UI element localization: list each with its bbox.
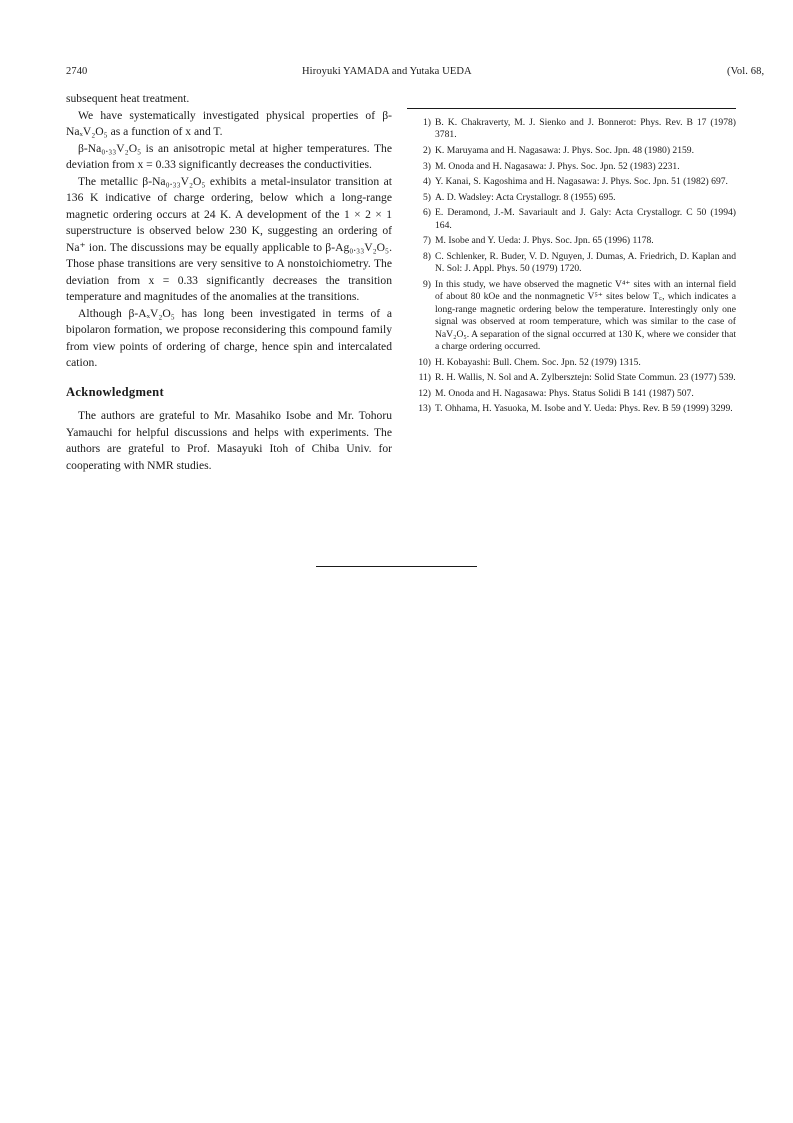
reference-number: 7) (423, 235, 431, 247)
reference-number: 10) (418, 356, 431, 368)
reference-item (407, 279, 736, 353)
reference-item (407, 235, 736, 247)
reference-text: A. D. Wadsley: Acta Crystallogr. 8 (1955) 695. (435, 191, 616, 203)
reference-number: 4) (423, 176, 431, 188)
reference-item (407, 117, 736, 142)
section-heading-acknowledgment: Acknowledgment (66, 384, 164, 399)
reference-number: 2) (423, 145, 431, 156)
reference-number: 11) (418, 372, 431, 384)
acknowledgment-text: The authors are grateful to Mr. Masahiko Isobe and Mr. Tohoru Yamauchi for helpful discussions and helps with experiments. The authors are grateful to Prof. Masayuki Itoh of Chiba Univ. for cooperating with NMR studies. (66, 409, 392, 472)
reference-number: 9) (423, 278, 431, 290)
reference-number: 12) (418, 387, 431, 399)
end-of-article-rule (316, 566, 477, 567)
body-paragraph: The metallic β-Na₀.₃₃V₂O₅ exhibits a metal-insulator transition at 136 K indicative of charge ordering, below which a long-range magnetic ordering occurs at 24 K. A development of the 1 × 2 × 1 superstructure is observed below 230 K, suggesting an ordering of Na⁺ ion. The discussions may be equally applicable to β-Ag₀.₃₃V₂O₅. Those phase transitions are very sensitive to A nonstoichiometry. The deviation from x = 0.33 significantly decreases the transition temperature and magnitudes of the anomalies at the transitions. (66, 174, 392, 303)
reference-item (407, 192, 736, 204)
reference-item (407, 372, 736, 384)
reference-number: 6) (423, 207, 431, 219)
reference-item (407, 388, 736, 400)
reference-text: H. Kobayashi: Bull. Chem. Soc. Jpn. 52 (1979) 1315. (435, 356, 641, 368)
reference-text: T. Ohhama, H. Yasuoka, M. Isobe and Y. Ueda: Phys. Rev. B 59 (1999) 3299. (435, 403, 733, 415)
reference-text: Y. Kanai, S. Kagoshima and H. Nagasawa: J. Phys. Soc. Jpn. 51 (1982) 697. (435, 176, 728, 188)
reference-text: M. Isobe and Y. Ueda: J. Phys. Soc. Jpn. 65 (1996) 1178. (435, 235, 654, 247)
reference-text: In this study, we have observed the magnetic V⁴⁺ sites with an internal field of about 80 kOe and the nonmagnetic V⁵⁺ sites below T꜀, which indicates a long-range magnetic ordering below the temperature. Interestingly only one signal was observed at room temperature, which was similar to the case of NaV₂O₅. A separation of the signal occurred at 130 K, where we consider that a charge ordering occurred. (435, 278, 736, 352)
reference-text: B. K. Chakraverty, M. J. Sienko and J. Bonnerot: Phys. Rev. B 17 (1978) 3781. (435, 117, 736, 141)
reference-item (407, 176, 736, 188)
reference-list (407, 117, 736, 416)
reference-number: 5) (423, 191, 431, 203)
body-paragraph: subsequent heat treatment. (66, 92, 190, 105)
left-column (66, 91, 392, 474)
reference-item (407, 161, 736, 173)
reference-item (407, 403, 736, 415)
reference-text: K. Maruyama and H. Nagasawa: J. Phys. Soc. Jpn. 48 (1980) 2159. (435, 145, 694, 156)
reference-number: 1) (423, 117, 431, 128)
reference-item (407, 207, 736, 232)
body-paragraph: We have systematically investigated physical properties of β-NaₓV₂O₅ as a function of x and T. (66, 108, 392, 138)
reference-text: E. Deramond, J.-M. Savariault and J. Galy: Acta Crystallogr. C 50 (1994) 164. (435, 207, 736, 231)
body-paragraph: Although β-AₓV₂O₅ has long been investigated in terms of a bipolaron formation, we propose reconsidering this compound family from view points of ordering of charge, hence spin and intercalated cation. (66, 306, 392, 369)
reference-number: 3) (423, 160, 431, 172)
running-head-volume: (Vol. 68, (727, 66, 765, 77)
references-column (407, 108, 736, 419)
reference-item (407, 251, 736, 276)
reference-number: 13) (418, 403, 431, 415)
reference-text: M. Onoda and H. Nagasawa: Phys. Status Solidi B 141 (1987) 507. (435, 387, 694, 399)
reference-item (407, 357, 736, 369)
reference-number: 8) (423, 250, 431, 262)
reference-text: C. Schlenker, R. Buder, V. D. Nguyen, J. Dumas, A. Friedrich, D. Kaplan and N. Sol: J. Appl. Phys. 50 (1979) 1720. (435, 250, 736, 275)
reference-item (407, 145, 736, 157)
references-divider (407, 108, 736, 109)
running-head-authors: Hiroyuki YAMADA and Yutaka UEDA (302, 66, 472, 77)
page-number: 2740 (66, 66, 88, 77)
body-paragraph: β-Na₀.₃₃V₂O₅ is an anisotropic metal at higher temperatures. The deviation from x = 0.33 significantly decreases the conductivities. (66, 141, 392, 171)
reference-text: R. H. Wallis, N. Sol and A. Zylbersztejn: Solid State Commun. 23 (1977) 539. (435, 372, 736, 384)
reference-text: M. Onoda and H. Nagasawa: J. Phys. Soc. Jpn. 52 (1983) 2231. (435, 160, 680, 172)
